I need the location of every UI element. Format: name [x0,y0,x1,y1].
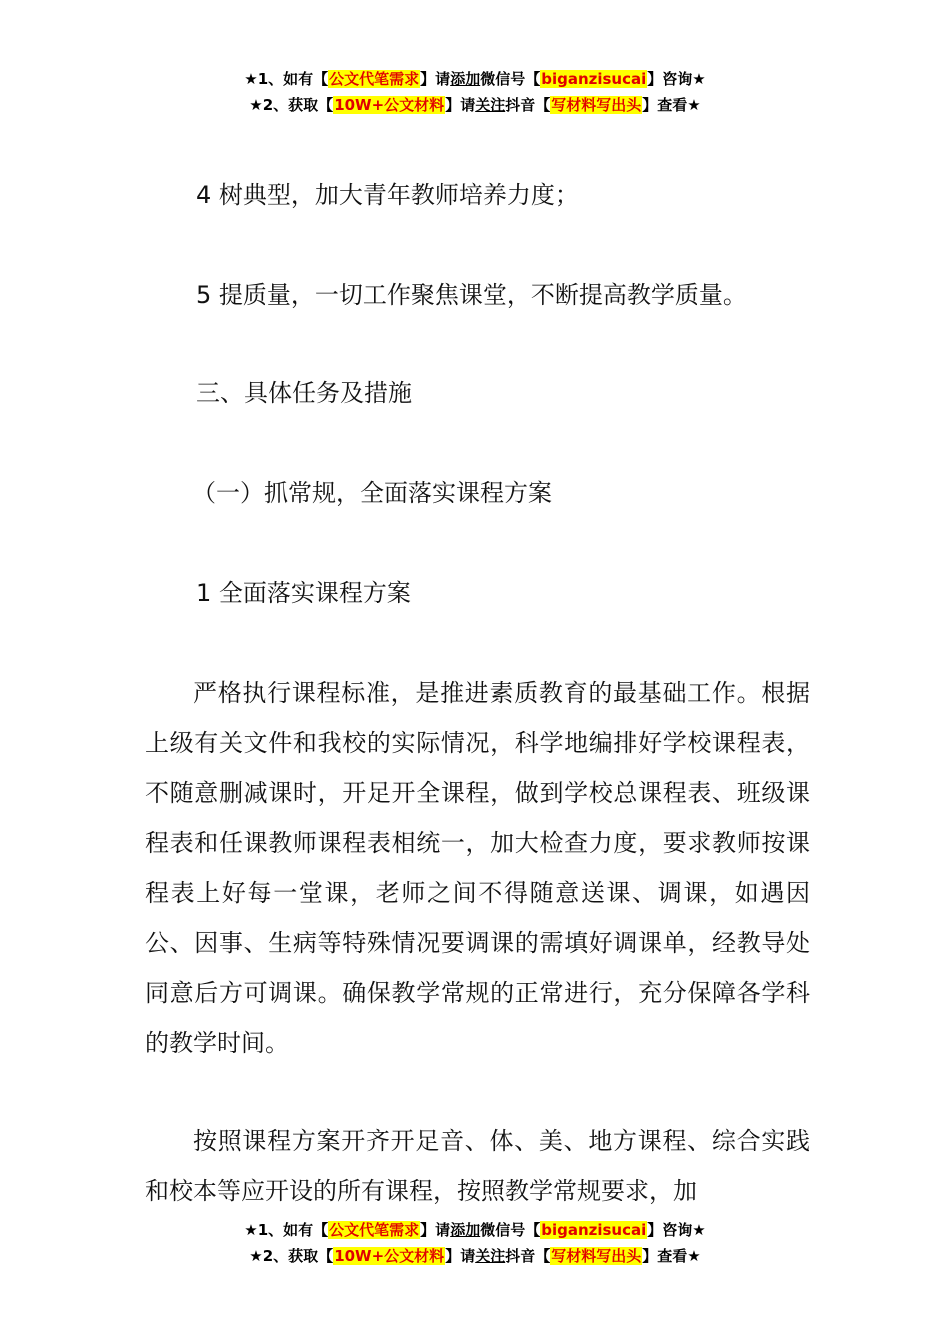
item-heading: 1 全面落实课程方案 [196,579,411,607]
banner-highlight: 公文代笔需求 [329,1221,420,1239]
banner-text: ★1、如有【 [244,1221,329,1239]
banner-text: 微信号【 [480,70,541,88]
banner-highlight: 公文代笔需求 [329,70,420,88]
banner-text: 】请 [420,70,451,88]
banner-highlight: 10W+公文材料 [334,96,445,114]
banner-text: ★2、获取【 [249,96,334,114]
banner-underlined: 关注 [475,96,506,114]
banner-text: 】咨询★ [647,1221,706,1239]
header-banner [0,66,950,118]
banner-text: 抖音【 [505,1247,551,1265]
subsection-heading: （一）抓常规，全面落实课程方案 [192,479,552,507]
banner-text: 】咨询★ [647,70,706,88]
banner-underlined: 关注 [475,1247,506,1265]
banner-text: 】请 [445,1247,476,1265]
banner-text: 】请 [420,1221,451,1239]
banner-wechat-id: biganzisucai [541,70,647,88]
list-item-4: 4 树典型，加大青年教师培养力度； [196,181,579,209]
banner-text: 微信号【 [480,1221,541,1239]
banner-text: 】查看★ [642,96,701,114]
list-item-5: 5 提质量，一切工作聚焦课堂，不断提高教学质量。 [196,281,747,309]
banner-underlined: 添加 [450,70,481,88]
banner-text: ★2、获取【 [249,1247,334,1265]
banner-line-1 [0,66,950,92]
paragraph-1: 严格执行课程标准，是推进素质教育的最基础工作。根据上级有关文件和我校的实际情况，科学地编排好学校课程表，不随意删减课时，开足开全课程，做到学校总课程表、班级课程表和任课教师课程表相统一，加大检查力度，要求教师按课程表上好每一堂课，老师之间不得随意送课、调课，如遇因公、因事、生病等特殊情况要调课的需填好调课单，经教导处同意后方可调课。确保教学常规的正常进行，充分保障各学科的教学时间。 [145,679,810,1057]
banner-highlight: 10W+公文材料 [334,1247,445,1265]
banner-line-1 [0,1217,950,1243]
section-heading: 三、具体任务及措施 [196,379,412,407]
banner-highlight: 写材料写出头 [551,1247,642,1265]
banner-text: ★1、如有【 [244,70,329,88]
banner-line-2 [0,1243,950,1269]
banner-underlined: 添加 [450,1221,481,1239]
banner-wechat-id: biganzisucai [541,1221,647,1239]
paragraph-2: 按照课程方案开齐开足音、体、美、地方课程、综合实践和校本等应开设的所有课程，按照教学常规要求，加 [145,1127,810,1205]
banner-highlight: 写材料写出头 [551,96,642,114]
banner-text: 】查看★ [642,1247,701,1265]
banner-line-2 [0,92,950,118]
footer-banner [0,1217,950,1269]
banner-text: 抖音【 [505,96,551,114]
banner-text: 】请 [445,96,476,114]
